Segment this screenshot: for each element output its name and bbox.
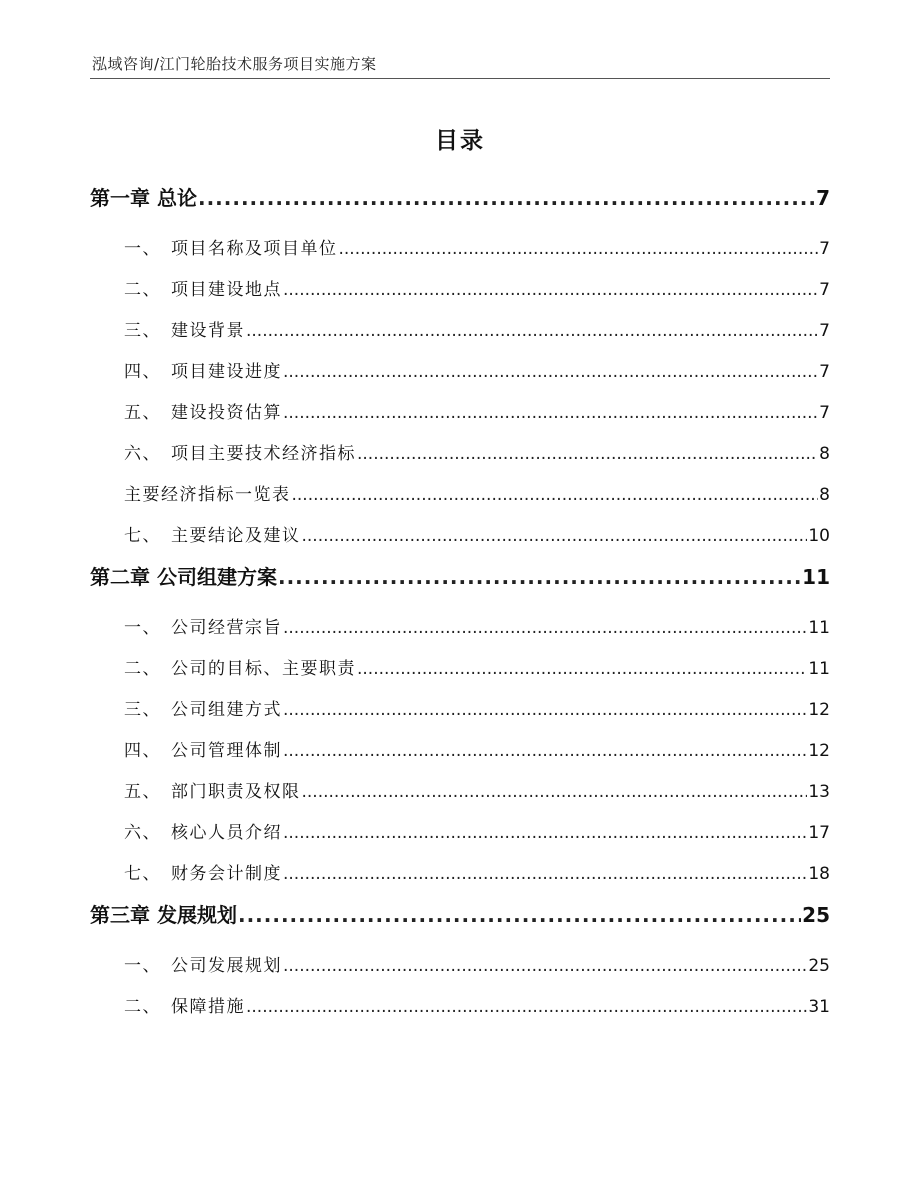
running-header: 泓域咨询/江门轮胎技术服务项目实施方案 xyxy=(92,55,377,73)
entry-text: 公司组建方式 xyxy=(171,700,282,720)
toc-entry[interactable] xyxy=(90,516,830,557)
header-divider xyxy=(90,78,830,79)
toc-entry[interactable] xyxy=(90,352,830,393)
entry-number: 三、 xyxy=(124,321,161,341)
page-number: 17 xyxy=(808,823,830,843)
entry-text: 财务会计制度 xyxy=(171,864,282,884)
page-number: 7 xyxy=(819,362,830,382)
toc-entry[interactable] xyxy=(90,946,830,987)
page-number: 11 xyxy=(808,659,830,679)
dot-leader xyxy=(238,895,801,936)
entry-number: 七、 xyxy=(124,864,161,884)
entry-title xyxy=(124,434,356,475)
dot-leader xyxy=(283,946,807,987)
entry-title xyxy=(124,731,282,772)
toc-entry[interactable] xyxy=(90,772,830,813)
toc-chapter-3[interactable] xyxy=(90,895,830,936)
entry-text: 公司的目标、主要职责 xyxy=(171,659,356,679)
dot-leader xyxy=(302,516,808,557)
toc-entry[interactable] xyxy=(90,393,830,434)
toc-entry[interactable] xyxy=(90,229,830,270)
page-number: 25 xyxy=(808,956,830,976)
entry-title xyxy=(124,649,356,690)
chapter-title: 第一章 总论 xyxy=(90,186,197,210)
entry-text: 公司经营宗旨 xyxy=(171,618,282,638)
entry-text: 主要结论及建议 xyxy=(171,526,301,546)
toc-entry[interactable] xyxy=(90,987,830,1028)
entry-text: 保障措施 xyxy=(171,997,245,1017)
dot-leader xyxy=(339,229,819,270)
entry-number: 六、 xyxy=(124,444,161,464)
entry-text: 项目名称及项目单位 xyxy=(171,239,338,259)
entry-number: 二、 xyxy=(124,659,161,679)
entry-title xyxy=(124,270,282,311)
toc-entry[interactable] xyxy=(90,311,830,352)
entry-text: 核心人员介绍 xyxy=(171,823,282,843)
toc-entry[interactable] xyxy=(90,690,830,731)
page-number: 7 xyxy=(819,403,830,423)
dot-leader xyxy=(283,352,818,393)
dot-leader xyxy=(302,772,808,813)
page-number: 7 xyxy=(819,280,830,300)
dot-leader xyxy=(283,608,807,649)
entry-number: 一、 xyxy=(124,618,161,638)
entry-title xyxy=(124,393,282,434)
toc-entry[interactable] xyxy=(90,434,830,475)
page-number: 11 xyxy=(802,565,830,589)
toc-entry[interactable] xyxy=(90,731,830,772)
entry-number: 一、 xyxy=(124,956,161,976)
entry-title xyxy=(124,987,245,1028)
toc-entry-table[interactable] xyxy=(90,475,830,516)
dot-leader xyxy=(283,854,807,895)
entry-title xyxy=(124,352,282,393)
entry-number: 七、 xyxy=(124,526,161,546)
page-number: 13 xyxy=(808,782,830,802)
entry-text: 建设背景 xyxy=(171,321,245,341)
dot-leader xyxy=(357,649,807,690)
entry-title xyxy=(124,229,338,270)
entry-text: 公司管理体制 xyxy=(171,741,282,761)
entry-text: 项目建设进度 xyxy=(171,362,282,382)
dot-leader xyxy=(292,475,819,516)
entry-title xyxy=(124,772,301,813)
entry-number: 六、 xyxy=(124,823,161,843)
toc-entry[interactable] xyxy=(90,813,830,854)
entry-text: 主要经济指标一览表 xyxy=(124,485,291,505)
toc-title: 目录 xyxy=(435,128,485,154)
dot-leader xyxy=(246,311,818,352)
dot-leader xyxy=(283,393,818,434)
entry-title xyxy=(124,475,291,516)
page-number: 8 xyxy=(819,444,830,464)
dot-leader xyxy=(198,178,815,219)
entry-number: 一、 xyxy=(124,239,161,259)
chapter-title: 第三章 发展规划 xyxy=(90,903,237,927)
page-number: 10 xyxy=(808,526,830,546)
dot-leader xyxy=(357,434,818,475)
entry-text: 部门职责及权限 xyxy=(171,782,301,802)
page-number: 25 xyxy=(802,903,830,927)
entry-number: 二、 xyxy=(124,280,161,300)
page-number: 11 xyxy=(808,618,830,638)
dot-leader xyxy=(278,557,801,598)
dot-leader xyxy=(283,813,807,854)
entry-number: 四、 xyxy=(124,362,161,382)
dot-leader xyxy=(283,731,807,772)
dot-leader xyxy=(283,690,807,731)
page-number: 18 xyxy=(808,864,830,884)
page-number: 31 xyxy=(808,997,830,1017)
toc-chapter-2[interactable] xyxy=(90,557,830,598)
toc-chapter-1[interactable] xyxy=(90,178,830,219)
toc-entry[interactable] xyxy=(90,649,830,690)
page-number: 8 xyxy=(819,485,830,505)
entry-number: 四、 xyxy=(124,741,161,761)
page-number: 7 xyxy=(819,239,830,259)
entry-text: 项目主要技术经济指标 xyxy=(171,444,356,464)
page-number: 12 xyxy=(808,741,830,761)
toc-entry[interactable] xyxy=(90,608,830,649)
toc-entry[interactable] xyxy=(90,270,830,311)
entry-title xyxy=(124,516,301,557)
toc-entry[interactable] xyxy=(90,854,830,895)
dot-leader xyxy=(283,270,818,311)
entry-text: 公司发展规划 xyxy=(171,956,282,976)
table-of-contents xyxy=(90,178,830,1028)
dot-leader xyxy=(246,987,807,1028)
entry-number: 五、 xyxy=(124,403,161,423)
entry-number: 五、 xyxy=(124,782,161,802)
entry-title xyxy=(124,813,282,854)
entry-number: 二、 xyxy=(124,997,161,1017)
entry-title xyxy=(124,608,282,649)
entry-number: 三、 xyxy=(124,700,161,720)
entry-title xyxy=(124,311,245,352)
entry-title xyxy=(124,690,282,731)
entry-title xyxy=(124,946,282,987)
page-number: 7 xyxy=(819,321,830,341)
page-number: 7 xyxy=(816,186,830,210)
entry-text: 建设投资估算 xyxy=(171,403,282,423)
chapter-title: 第二章 公司组建方案 xyxy=(90,565,277,589)
entry-title xyxy=(124,854,282,895)
entry-text: 项目建设地点 xyxy=(171,280,282,300)
page-number: 12 xyxy=(808,700,830,720)
